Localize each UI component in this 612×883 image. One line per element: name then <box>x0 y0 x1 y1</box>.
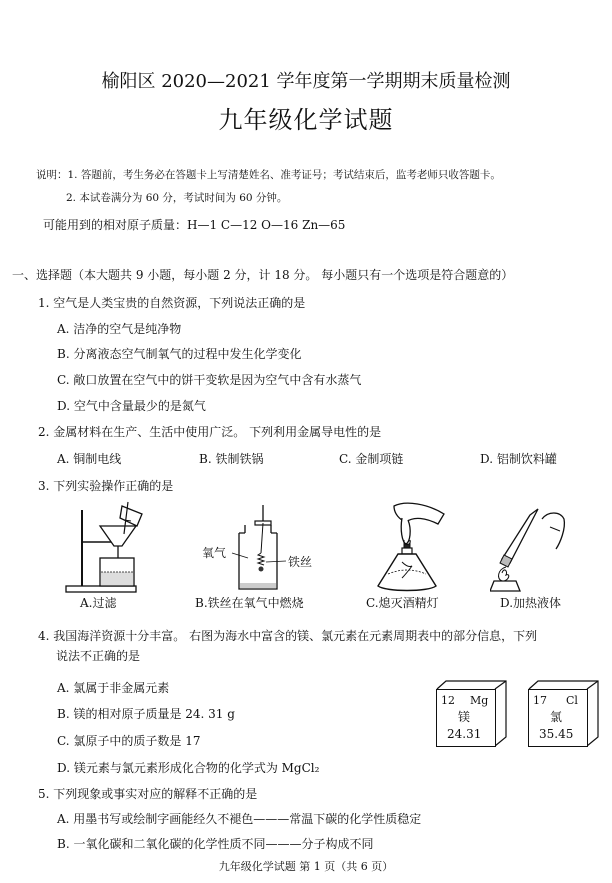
instructions-line-2: 2. 本试卷满分为 60 分，考试时间为 60 分钟。 <box>66 192 288 204</box>
page-footer: 九年级化学试题 第 1 页（共 6 页） <box>218 860 394 873</box>
question-1-option-c: C. 敞口放置在空气中的饼干变软是因为空气中含有水蒸气 <box>57 373 362 387</box>
section-heading: 一、选择题（本大题共 9 小题，每小题 2 分，计 18 分。 每小题只有一个选项是符合题意的） <box>12 268 514 282</box>
question-5-stem: 5. 下列现象或事实对应的解释不正确的是 <box>38 787 258 801</box>
question-4-option-b: B. 镁的相对原子质量是 24. 31 g <box>57 707 235 721</box>
figure-a-caption: A.过滤 <box>80 596 117 610</box>
question-1-option-a: A. 洁净的空气是纯净物 <box>57 322 182 336</box>
figure-d-caption: D.加热液体 <box>500 596 562 610</box>
mg-symbol: Mg <box>470 694 489 707</box>
question-2-option-a: A. 铜制电线 <box>57 452 122 466</box>
cl-atomic-number: 17 <box>533 694 547 707</box>
cl-name: 氯 <box>550 710 563 724</box>
element-tile-magnesium <box>436 680 506 746</box>
question-4-option-a: A. 氯属于非金属元素 <box>57 681 170 695</box>
question-2-option-d: D. 铝制饮料罐 <box>480 452 557 466</box>
atomic-mass-note: 可能用到的相对原子质量：H—1 C—12 O—16 Zn—65 <box>43 218 346 232</box>
label-pointers <box>226 548 286 568</box>
figure-b-caption: B.铁丝在氧气中燃烧 <box>195 596 304 610</box>
question-2-stem: 2. 金属材料在生产、生活中使用广泛。 下列利用金属导电性的是 <box>38 425 382 439</box>
question-4-stem-line-1: 4. 我国海洋资源十分丰富。 右图为海水中富含的镁、氯元素在元素周期表中的部分信息，下列 <box>38 629 538 643</box>
alcohol-lamp-illustration <box>372 500 452 595</box>
question-5-option-a: A. 用墨书写或绘制字画能经久不褪色———常温下碳的化学性质稳定 <box>57 812 422 826</box>
heating-liquid-illustration <box>490 503 575 595</box>
question-1-option-d: D. 空气中含量最少的是氮气 <box>57 399 206 413</box>
subject-title: 九年级化学试题 <box>218 106 394 134</box>
cl-symbol: Cl <box>566 694 578 707</box>
iron-wire-label: 铁丝 <box>288 555 313 569</box>
question-4-stem-line-2: 说法不正确的是 <box>56 649 141 663</box>
question-2-option-c: C. 金制项链 <box>339 452 404 466</box>
mg-name: 镁 <box>458 710 471 724</box>
figure-c-caption: C.熄灭酒精灯 <box>366 596 439 610</box>
exam-title: 榆阳区 2020—2021 学年度第一学期期末质量检测 <box>101 71 511 92</box>
element-tile-chlorine <box>528 680 598 746</box>
filtration-illustration <box>62 500 172 595</box>
question-3-stem: 3. 下列实验操作正确的是 <box>38 479 174 493</box>
mg-atomic-number: 12 <box>441 694 455 707</box>
question-1-stem: 1. 空气是人类宝贵的自然资源，下列说法正确的是 <box>38 296 306 310</box>
question-1-option-b: B. 分离液态空气制氧气的过程中发生化学变化 <box>57 347 302 361</box>
cl-atomic-mass: 35.45 <box>539 727 574 741</box>
oxygen-label: 氧气 <box>202 546 227 560</box>
question-4-option-c: C. 氯原子中的质子数是 17 <box>57 734 201 748</box>
mg-atomic-mass: 24.31 <box>447 727 482 741</box>
question-4-option-d: D. 镁元素与氯元素形成化合物的化学式为 MgCl₂ <box>57 761 320 775</box>
question-2-option-b: B. 铁制铁锅 <box>199 452 264 466</box>
question-5-option-b: B. 一氧化碳和二氧化碳的化学性质不同———分子构成不同 <box>57 837 374 851</box>
instructions-line-1: 说明：1. 答题前，考生务必在答题卡上写清楚姓名、准考证号；考试结束后，监考老师只收答题卡。 <box>36 169 501 181</box>
